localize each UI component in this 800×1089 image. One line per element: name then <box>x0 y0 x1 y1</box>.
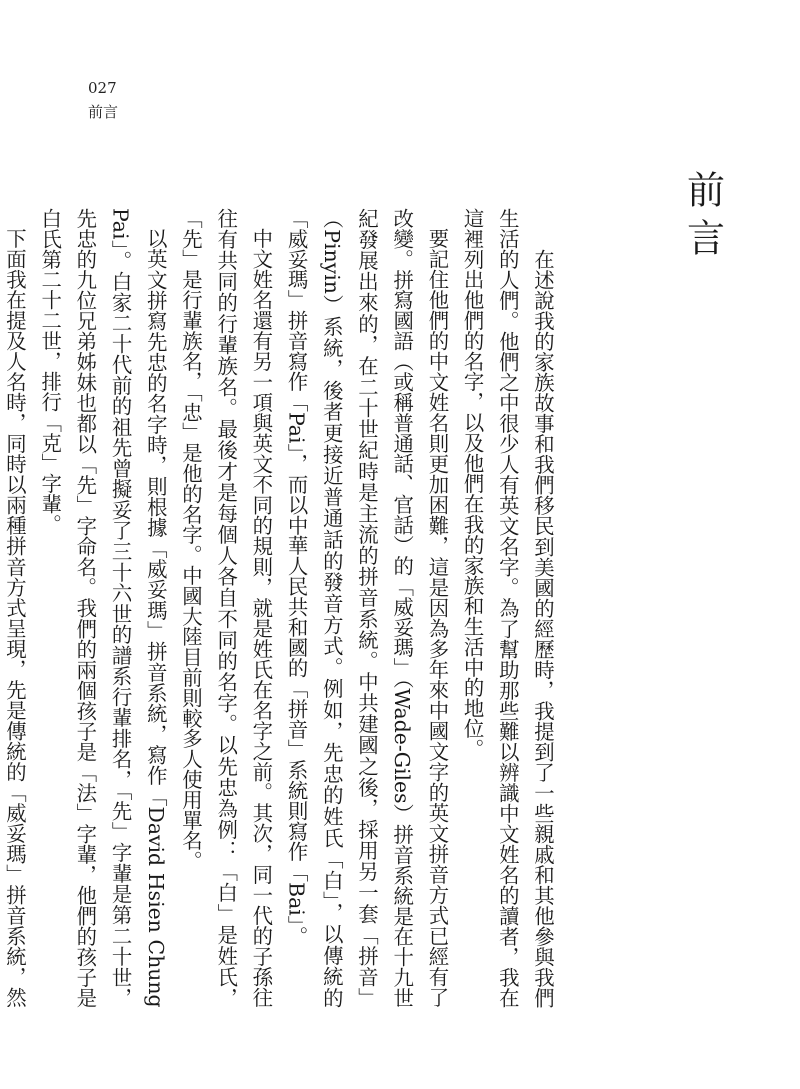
paragraph-naming-convention: 下面我在提及人名時，同時以兩種拼音方式呈現，先是傳統的「威妥瑪」拼音系統，然 <box>2 228 27 1008</box>
paragraph-intro: 在述說我的家族故事和我們移民到美國的經歷時，我提到了一些親戚和其他參與我們生活的人們。他們之中很少人有英文名字。為了幫助那些難以辨識中文姓名的讀者，我在這裡列出他們的名字，以及他們在我的家族和生活中的地位。 <box>460 208 555 1008</box>
running-header <box>88 76 118 124</box>
running-section-title: 前言 <box>88 103 119 121</box>
paragraph-romanization: 要記住他們的中文姓名則更加困難，這是因為多年來中國文字的英文拼音方式已經有了改變。拼寫國語（或稱普通話、官話）的「威妥瑪」（Wade-Giles）拼音系統是在十九世紀發展出來的，在二十世紀時是主流的拼音系統。中共建國之後，採用另一套「拼音」（Pinyin）系統，後者更接近普通話的發音方式。例如，先忠的姓氏「白」，以傳統的「威妥瑪」拼音寫作「Pai」，而以中華人民共和國的「拼音」系統則寫作「Bai」。 <box>284 208 450 1008</box>
chapter-title: 前言 <box>680 170 725 266</box>
paragraph-generation-names: 以英文拼寫先忠的名字時，則根據「威妥瑪」拼音系統，寫作「David Hsien Chung Pai」。白家二十代前的祖先曾擬妥了三十六世的譜系行輩排名，「先」字輩是第二十世，先忠的九位兄弟姊妹也都以「先」字命名。我們的兩個孩子是「法」字輩，他們的孩子是白氏第二十二世，排行「克」字輩。 <box>38 208 168 1008</box>
page-number: 027 <box>88 79 117 97</box>
body-text <box>0 208 560 1008</box>
paragraph-name-order: 中文姓名還有另一項與英文不同的規則，就是姓氏在名字之前。其次，同一代的子孫往往有共同的行輩族名。最後才是每個人各自不同的名字。以先忠為例：「白」是姓氏，「先」是行輩族名，「忠」是他的名字。中國大陸目前則較多人使用單名。 <box>178 208 274 1008</box>
